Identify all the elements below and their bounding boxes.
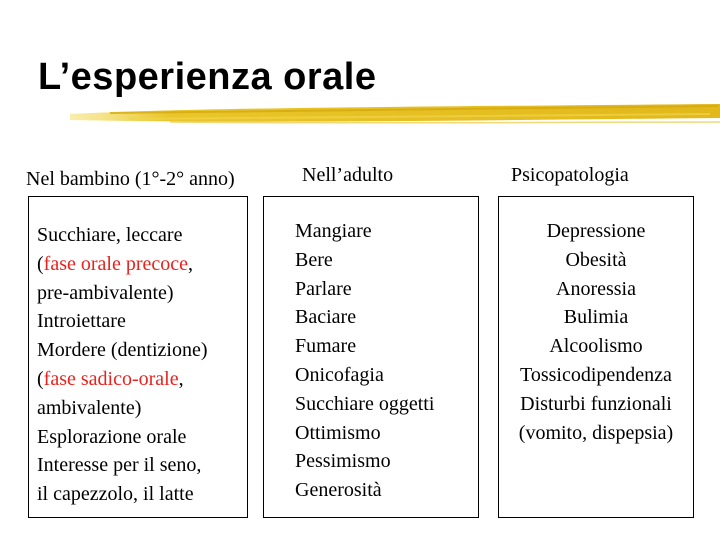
column-header-psychopathology: Psicopatologia [511,164,629,186]
list-item [37,480,247,509]
list-item [37,250,247,279]
list-item-text: Bulimia [563,306,629,329]
list-item-text: Mordere (dentizione) [37,339,208,362]
list-item-text: (vomito, dispepsia) [518,421,674,444]
list-item-text: Baciare [295,306,357,329]
list-item-text: Interesse per il seno, [37,454,202,477]
list-item [37,336,247,365]
psychopathology-column-box [498,196,694,518]
list-item [295,390,478,419]
list-item-text: Disturbi funzionali [520,392,672,415]
list-item [295,303,478,332]
list-item-text: , [188,252,194,275]
list-item [37,394,247,423]
list-item [499,217,693,246]
child-column-box [28,196,248,518]
list-item [295,246,478,275]
list-item [295,447,478,476]
list-item-text: ambivalente) [37,396,142,419]
list-item-text: Alcoolismo [549,335,643,358]
list-item [295,419,478,448]
list-item [499,390,693,419]
list-item-text: , [178,367,184,390]
list-item-text: pre-ambivalente) [37,281,174,304]
list-item-text: Tossicodipendenza [520,363,672,386]
list-item-text: Succhiare oggetti [295,392,435,415]
column-header-adult: Nell’adulto [302,164,394,186]
list-item-text: ( [37,252,44,275]
list-item [499,275,693,304]
list-item [295,476,478,505]
list-item-text: Succhiare, leccare [37,224,183,246]
list-item-text: Generosità [295,479,382,502]
list-item [37,307,247,336]
list-item-text: Anoressia [556,277,636,300]
slide-title: L’esperienza orale [38,56,377,98]
list-item [295,332,478,361]
list-item-text: Ottimismo [295,421,381,444]
adult-column-box [263,196,479,518]
list-item-text: Parlare [295,277,352,300]
list-item-text: Mangiare [295,220,372,242]
list-item [295,217,478,246]
list-item [499,419,693,448]
title-underline-brushstroke [70,100,720,134]
list-item [37,365,247,394]
list-item [37,221,247,250]
list-item-text: Pessimismo [295,450,391,473]
list-item [37,423,247,452]
list-item-text: Esplorazione orale [37,425,187,448]
list-item-text: Depressione [546,220,646,242]
list-item-text: Onicofagia [295,363,384,386]
list-item-text: Fumare [295,335,357,358]
list-item [499,361,693,390]
list-item [37,451,247,480]
list-item [499,303,693,332]
list-item [295,361,478,390]
list-item-text: Introiettare [37,310,126,333]
list-item [37,279,247,308]
list-item-text: ( [37,367,44,390]
list-item [295,275,478,304]
highlighted-phase-text: fase orale precoce [43,252,189,275]
list-item-text: Bere [295,248,333,271]
list-item [499,332,693,361]
list-item-text: Obesità [565,248,627,271]
list-item-text: il capezzolo, il latte [37,483,194,506]
list-item [499,246,693,275]
column-header-child: Nel bambino (1°-2° anno) [26,168,235,190]
highlighted-phase-text: fase sadico-orale [43,367,179,390]
